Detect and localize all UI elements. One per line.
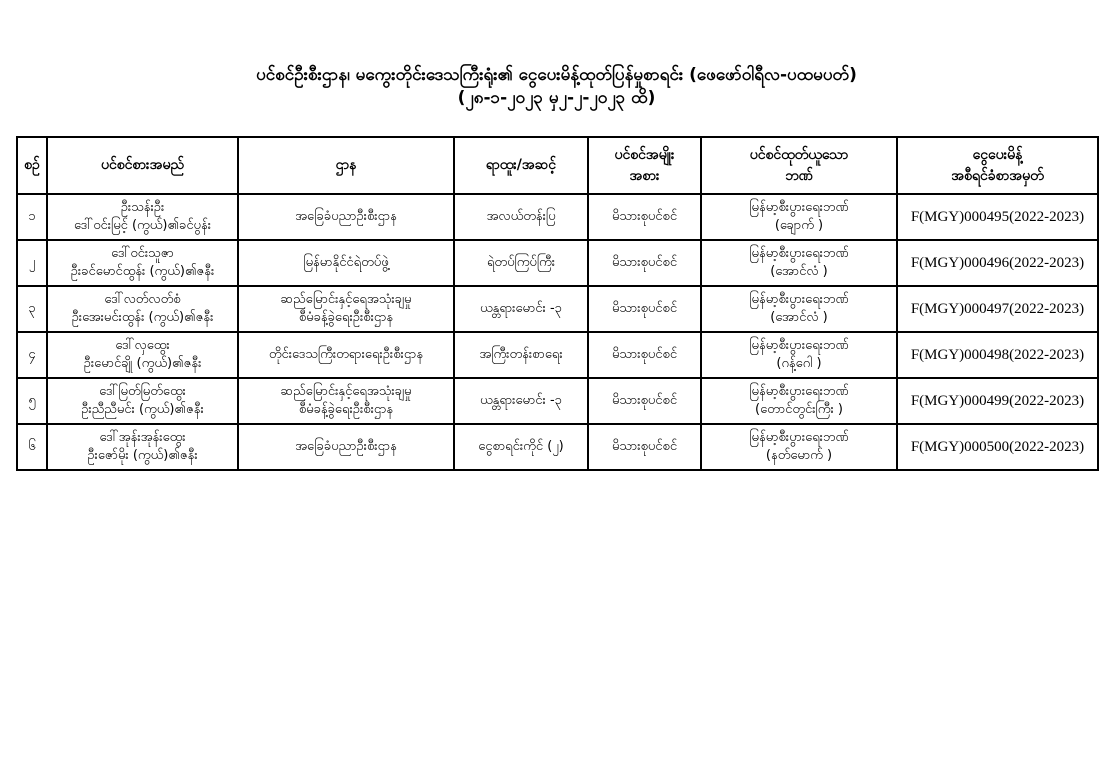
cell-pension-type: မိသားစုပင်စင် — [588, 332, 701, 378]
header-department: ဌာန — [238, 137, 454, 194]
page-title — [0, 64, 1113, 110]
header-bank: ပင်စင်ထုတ်ယူသော ဘဏ် — [701, 137, 897, 194]
cell-bank: မြန်မာ့စီးပွားရေးဘဏ် (အောင်လံ ) — [701, 240, 897, 286]
header-serial: စဉ် — [17, 137, 47, 194]
title-line-1: ပင်စင်ဦးစီးဌာန၊ မကွေးတိုင်းဒေသကြီးရုံး၏ ငွေပေးမိန့်ထုတ်ပြန်မှုစာရင်း (ဖေဖော်ဝါရီလ-ပထမပတ်) — [256, 65, 857, 85]
cell-payment-order-number: F(MGY)000498(2022-2023) — [897, 332, 1098, 378]
cell-serial: ၃ — [17, 286, 47, 332]
header-pensioner-name: ပင်စင်စားအမည် — [47, 137, 238, 194]
cell-department: အခြေခံပညာဦးစီးဌာန — [238, 194, 454, 240]
cell-bank: မြန်မာ့စီးပွားရေးဘဏ် (နတ်မောက် ) — [701, 424, 897, 470]
cell-pension-type: မိသားစုပင်စင် — [588, 286, 701, 332]
cell-rank: ယန္တရားမောင်း -၃ — [454, 378, 588, 424]
cell-serial: ၂ — [17, 240, 47, 286]
cell-pensioner-name: ဒေါ်အုန်းအုန်းထွေး ဦးဇော်မိုး (ကွယ်)၏ဇနီး — [47, 424, 238, 470]
cell-serial: ၄ — [17, 332, 47, 378]
cell-pensioner-name: ဒေါ်မြတ်မြတ်ထွေး ဦးညီညီမင်း (ကွယ်)၏ဇနီး — [47, 378, 238, 424]
header-pension-type: ပင်စင်အမျိုး အစား — [588, 137, 701, 194]
table-row — [17, 240, 1098, 286]
cell-bank: မြန်မာ့စီးပွားရေးဘဏ် (တောင်တွင်းကြီး ) — [701, 378, 897, 424]
header-rank: ရာထူး/အဆင့် — [454, 137, 588, 194]
cell-payment-order-number: F(MGY)000496(2022-2023) — [897, 240, 1098, 286]
cell-pensioner-name: ဒေါ်ဝင်းသူဇာ ဦးခင်မောင်ထွန်း (ကွယ်)၏ဇနီး — [47, 240, 238, 286]
cell-pension-type: မိသားစုပင်စင် — [588, 378, 701, 424]
cell-serial: ၅ — [17, 378, 47, 424]
cell-rank: ရဲတပ်ကြပ်ကြီး — [454, 240, 588, 286]
cell-payment-order-number: F(MGY)000500(2022-2023) — [897, 424, 1098, 470]
cell-bank: မြန်မာ့စီးပွားရေးဘဏ် (အောင်လံ ) — [701, 286, 897, 332]
cell-payment-order-number: F(MGY)000495(2022-2023) — [897, 194, 1098, 240]
cell-serial: ၁ — [17, 194, 47, 240]
cell-rank: အကြီးတန်းစာရေး — [454, 332, 588, 378]
cell-department: တိုင်းဒေသကြီးတရားရေးဦးစီးဌာန — [238, 332, 454, 378]
cell-rank: အလယ်တန်းပြ — [454, 194, 588, 240]
pension-table — [16, 136, 1099, 471]
table-row — [17, 332, 1098, 378]
cell-department: အခြေခံပညာဦးစီးဌာန — [238, 424, 454, 470]
cell-serial: ၆ — [17, 424, 47, 470]
table-row — [17, 378, 1098, 424]
cell-payment-order-number: F(MGY)000499(2022-2023) — [897, 378, 1098, 424]
cell-pension-type: မိသားစုပင်စင် — [588, 424, 701, 470]
cell-department: ဆည်မြောင်းနှင့်ရေအသုံးချမှု စီမံခန့်ခွဲရေးဦးစီးဌာန — [238, 286, 454, 332]
table-header-row — [17, 137, 1098, 194]
header-payment-order-number: ငွေပေးမိန့် အစီရင်ခံစာအမှတ် — [897, 137, 1098, 194]
cell-pensioner-name: ဦးသန်းဦး ဒေါ်ဝင်းမြင့် (ကွယ်)၏ခင်ပွန်း — [47, 194, 238, 240]
title-line-2: (၂၈-၁-၂၀၂၃ မှ၂-၂-၂၀၂၃ ထိ) — [457, 88, 656, 108]
table-row — [17, 286, 1098, 332]
cell-pensioner-name: ဒေါ်လှထွေး ဦးမောင်ချို (ကွယ်)၏ဇနီး — [47, 332, 238, 378]
table-row — [17, 194, 1098, 240]
cell-payment-order-number: F(MGY)000497(2022-2023) — [897, 286, 1098, 332]
cell-pension-type: မိသားစုပင်စင် — [588, 194, 701, 240]
cell-pension-type: မိသားစုပင်စင် — [588, 240, 701, 286]
table-row — [17, 424, 1098, 470]
cell-bank: မြန်မာ့စီးပွားရေးဘဏ် (ချောက် ) — [701, 194, 897, 240]
cell-rank: ငွေစာရင်းကိုင် (၂) — [454, 424, 588, 470]
cell-rank: ယန္တရားမောင်း -၃ — [454, 286, 588, 332]
cell-department: ဆည်မြောင်းနှင့်ရေအသုံးချမှု စီမံခန့်ခွဲရေးဦးစီးဌာန — [238, 378, 454, 424]
cell-pensioner-name: ဒေါ်လတ်လတ်စံ ဦးအေးမင်းထွန်း (ကွယ်)၏ဇနီး — [47, 286, 238, 332]
cell-department: မြန်မာနိုင်ငံရဲတပ်ဖွဲ့ — [238, 240, 454, 286]
cell-bank: မြန်မာ့စီးပွားရေးဘဏ် (ဂန့်ဂေါ ) — [701, 332, 897, 378]
